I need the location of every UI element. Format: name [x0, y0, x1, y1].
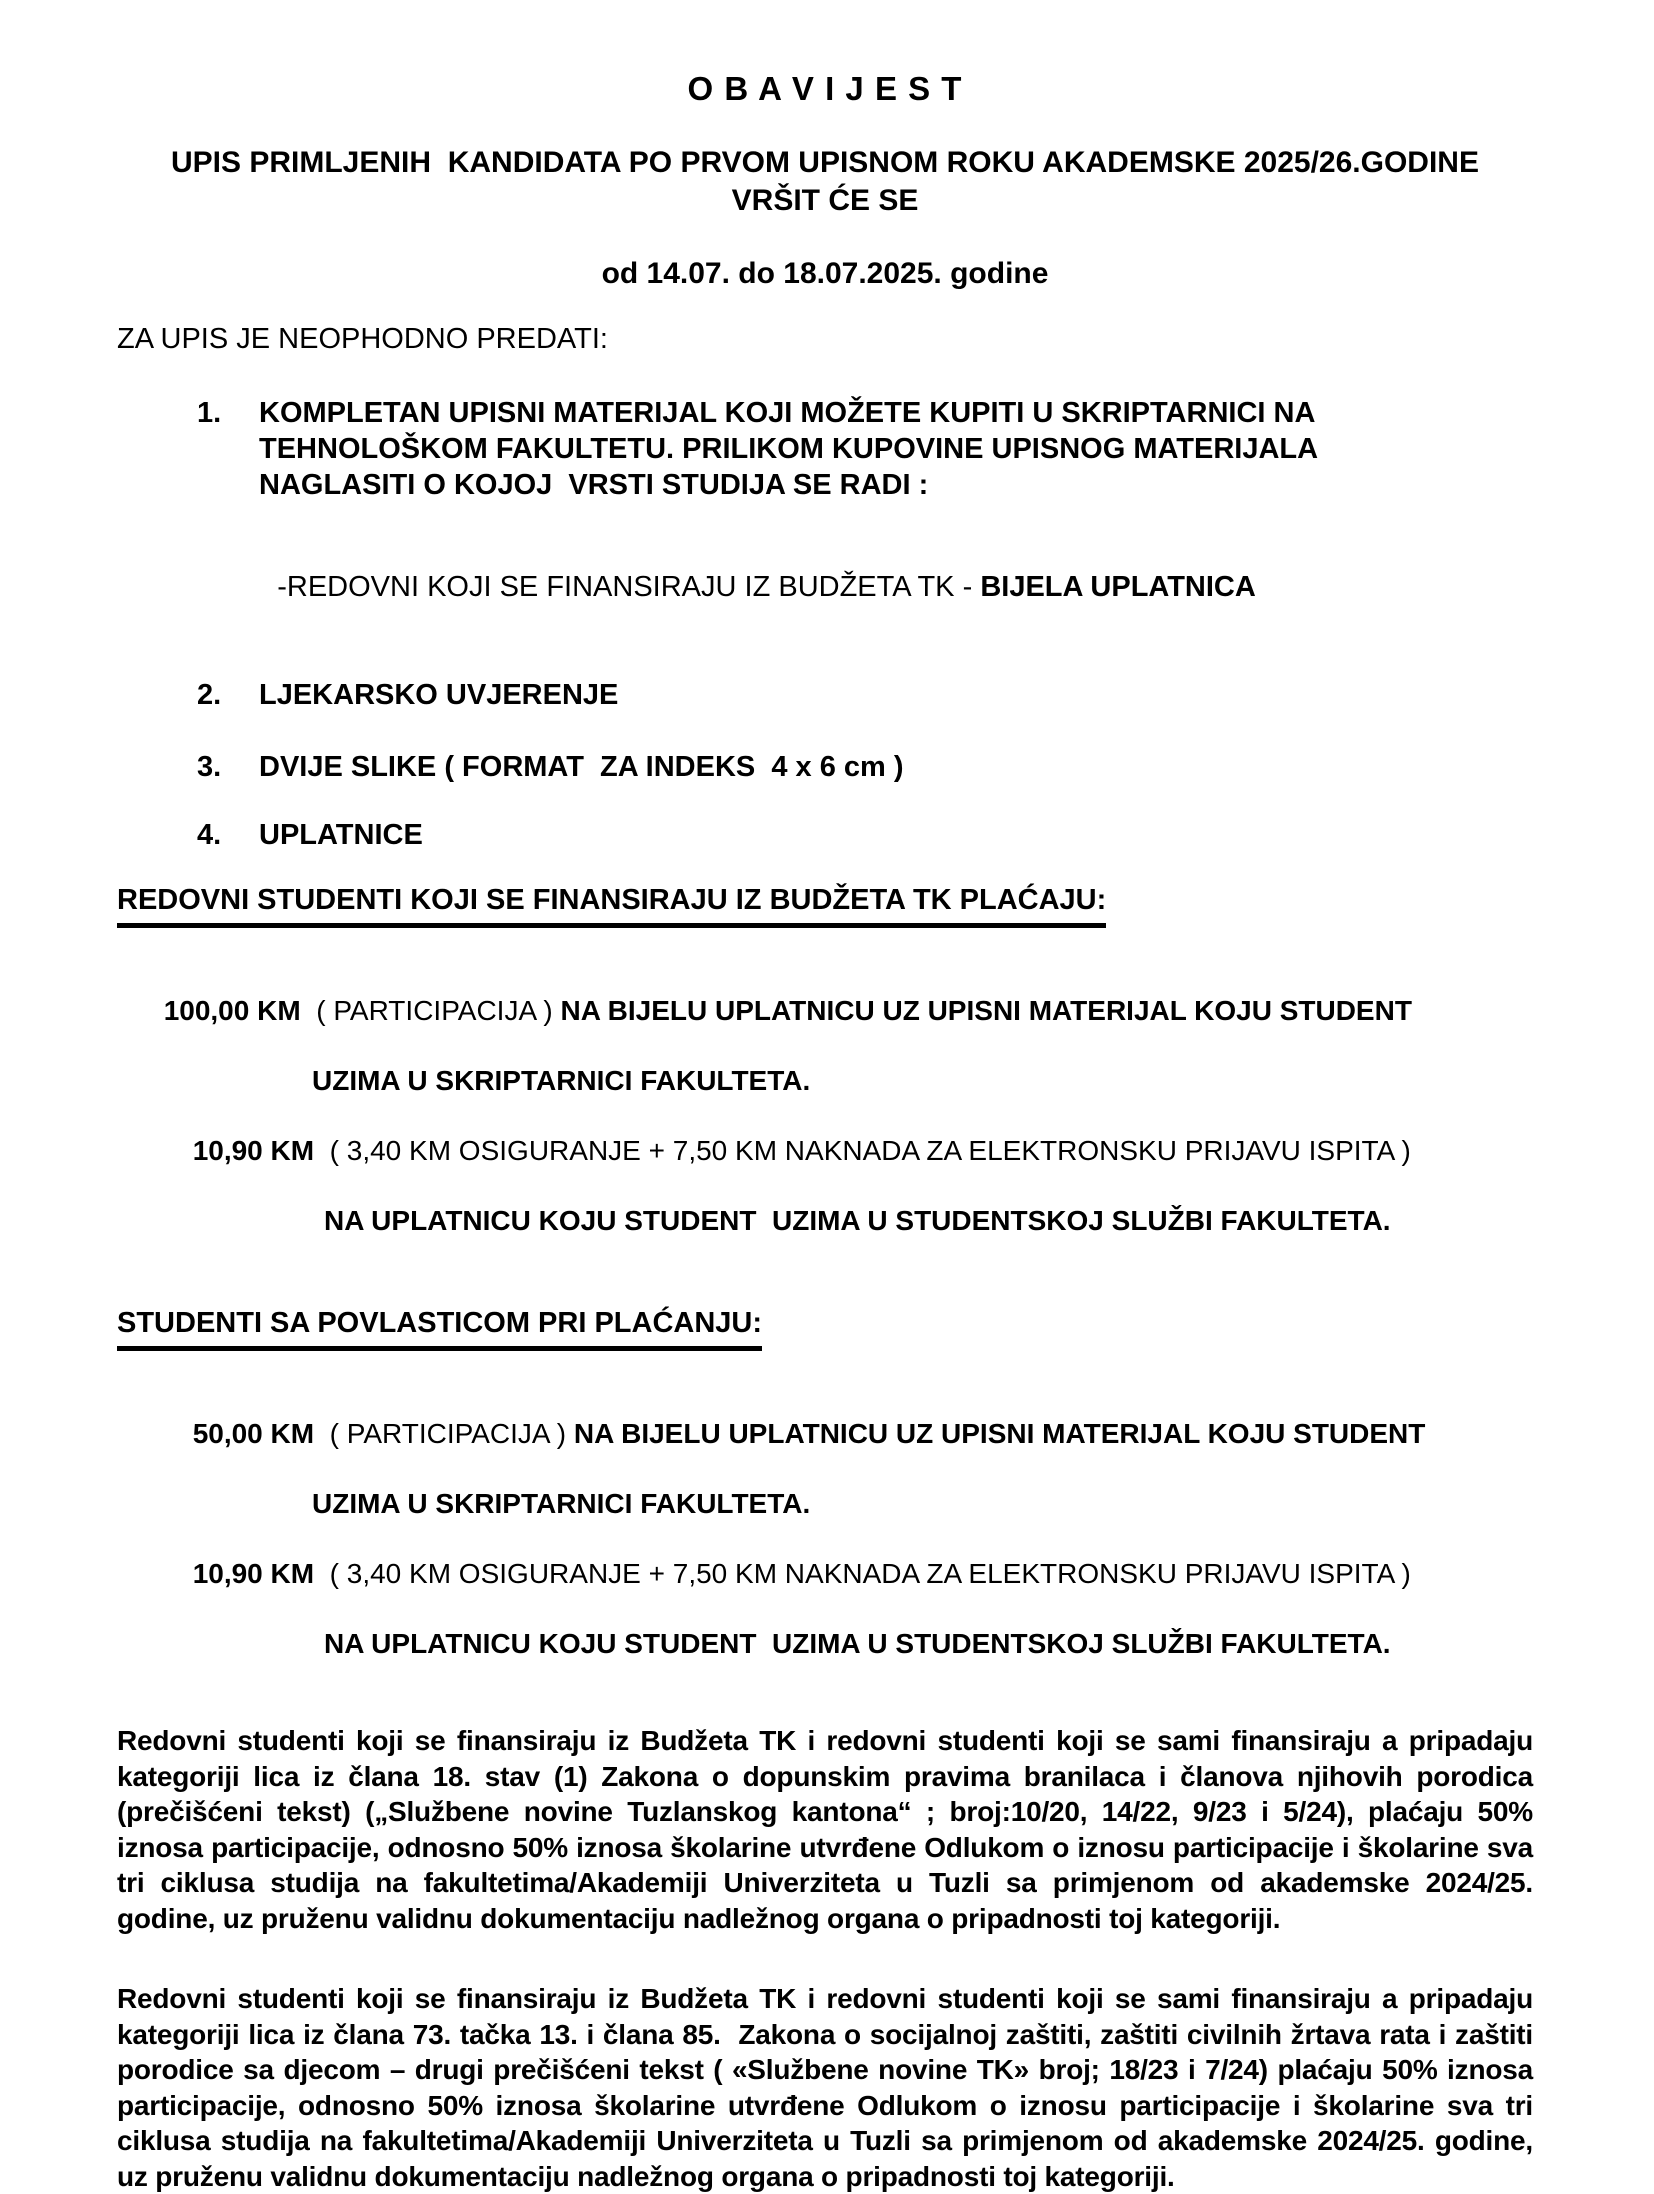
- fee-line-insurance: [117, 1098, 1533, 1203]
- discount-fees: [117, 1381, 1533, 1661]
- subtitle-line-2: VRŠIT ĆE SE: [731, 184, 919, 217]
- fee-amount: 10,90 KM: [192, 1558, 315, 1589]
- legal-paragraph-2: Redovni studenti koji se finansiraju iz Budžeta TK i redovni studenti koji se sami finansiraju a pripadaju kategoriji lica iz člana 73. tačka 13. i člana 85. Zakona o socijalnoj zaštiti, zaštiti civilnih žrtava rata i zaštiti porodice sa djecom – drugi prečišćeni tekst ( «Službene novine TK» broj; 18/23 i 7/24) plaćaju 50% iznosa participacije, odnosno 50% iznosa školarine utvrđene Odlukom o iznosu participacije i školarine sva tri ciklusa studija na fakultetima/Akademiji Univerziteta u Tuzli sa primjenom od akademske 2024/25. godine, uz pruženu validnu dokumentaciju nadležnog organa o pripadnosti toj kategoriji.: [117, 1983, 1541, 2192]
- discount-section-heading-text: STUDENTI SA POVLASTICOM PRI PLAĆANJU:: [117, 1305, 762, 1351]
- requirement-item-1: [117, 395, 1533, 503]
- subtitle-block: [117, 144, 1533, 220]
- requirement-note: [245, 533, 1533, 641]
- fee-text: NA BIJELU UPLATNICU UZ UPISNI MATERIJAL KOJU STUDENT: [573, 1418, 1426, 1449]
- requirement-number: 2.: [197, 679, 222, 711]
- requirement-item-4: [117, 817, 1533, 853]
- fee-note: ( PARTICIPACIJA ): [314, 1418, 574, 1449]
- requirement-number: 1.: [197, 397, 222, 429]
- notice-document: [0, 70, 1654, 2192]
- requirement-text: DVIJE SLIKE ( FORMAT ZA INDEKS 4 x 6 cm ): [259, 751, 904, 783]
- budget-section-heading-text: REDOVNI STUDENTI KOJI SE FINANSIRAJU IZ BUDŽETA TK PLAĆAJU:: [117, 882, 1106, 928]
- requirement-note-bold: BIJELA UPLATNICA: [980, 571, 1256, 603]
- budget-section-heading: [117, 882, 1533, 928]
- fee-note: ( PARTICIPACIJA ): [300, 995, 561, 1026]
- requirement-item-3: [117, 749, 1533, 785]
- requirement-number: 3.: [197, 751, 222, 783]
- fee-amount: 10,90 KM: [192, 1135, 315, 1166]
- intro-line: ZA UPIS JE NEOPHODNO PREDATI:: [117, 323, 608, 355]
- fee-note: ( 3,40 KM OSIGURANJE + 7,50 KM NAKNADA ZA ELEKTRONSKU PRIJAVU ISPITA ): [314, 1135, 1411, 1166]
- fee-text: NA BIJELU UPLATNICU UZ UPISNI MATERIJAL KOJU STUDENT: [560, 995, 1412, 1026]
- discount-section-heading: [117, 1305, 1533, 1351]
- subtitle-line-1: UPIS PRIMLJENIH KANDIDATA PO PRVOM UPISNOM ROKU AKADEMSKE 2025/26.GODINE: [171, 146, 1479, 179]
- budget-fees: [117, 958, 1533, 1238]
- fee-amount: 50,00 KM: [192, 1418, 315, 1449]
- legal-paragraph-1: Redovni studenti koji se finansiraju iz Budžeta TK i redovni studenti koji se sami finansiraju a pripadaju kategoriji lica iz člana 18. stav (1) Zakona o dopunskim pravima branilaca i članova njihovih porodica (prečišćeni tekst) („Službene novine Tuzlanskog kantona“ ; broj:10/20, 14/22, 9/23 i 5/24), plaćaju 50% iznosa participacije, odnosno 50% iznosa školarine utvrđene Odlukom o iznosu participacije i školarine sva tri ciklusa studija na fakultetima/Akademiji Univerziteta u Tuzli sa primjenom od akademske 2024/25. godine, uz pruženu validnu dokumentaciju nadležnog organa o pripadnosti toj kategoriji.: [117, 1725, 1541, 1934]
- fee-continuation: NA UPLATNICU KOJU STUDENT UZIMA U STUDENTSKOJ SLUŽBI FAKULTETA.: [324, 1205, 1391, 1236]
- fee-continuation: NA UPLATNICU KOJU STUDENT UZIMA U STUDENTSKOJ SLUŽBI FAKULTETA.: [324, 1628, 1391, 1659]
- requirement-item-2: [117, 677, 1533, 713]
- requirement-text: KOMPLETAN UPISNI MATERIJAL KOJI MOŽETE KUPITI U SKRIPTARNICI NA TEHNOLOŠKOM FAKULTETU. PRILIKOM KUPOVINE UPISNOG MATERIJALA NAGLASITI O KOJOJ VRSTI STUDIJA SE RADI :: [259, 397, 1326, 501]
- requirement-number: 4.: [197, 819, 222, 851]
- fee-line-participation: [117, 958, 1533, 1063]
- requirement-text: UPLATNICE: [259, 819, 423, 851]
- fee-line-participation: [117, 1381, 1533, 1486]
- fee-amount: 100,00 KM: [163, 995, 301, 1026]
- requirement-text: LJEKARSKO UVJERENJE: [259, 679, 619, 711]
- document-title: O B A V I J E S T: [687, 70, 963, 107]
- date-range-line: od 14.07. do 18.07.2025. godine: [601, 257, 1049, 290]
- fee-note: ( 3,40 KM OSIGURANJE + 7,50 KM NAKNADA ZA ELEKTRONSKU PRIJAVU ISPITA ): [314, 1558, 1411, 1589]
- requirement-note-regular: -REDOVNI KOJI SE FINANSIRAJU IZ BUDŽETA TK -: [277, 571, 981, 603]
- fee-continuation: UZIMA U SKRIPTARNICI FAKULTETA.: [312, 1065, 811, 1096]
- fee-continuation: UZIMA U SKRIPTARNICI FAKULTETA.: [312, 1488, 811, 1519]
- fee-line-insurance: [117, 1521, 1533, 1626]
